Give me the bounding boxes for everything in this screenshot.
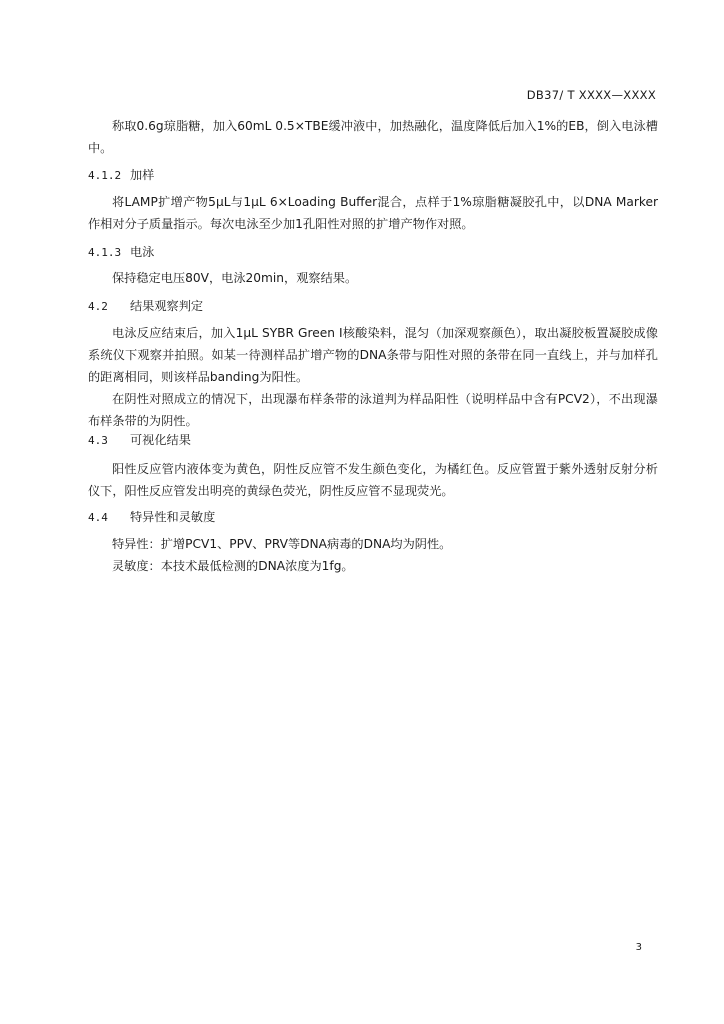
paragraph-sensitivity: 灵敏度：本技术最低检测的DNA浓度为1fg。 (112, 559, 354, 573)
paragraph-specificity: 特异性：扩增PCV1、PPV、PRV等DNA病毒的DNA均为阴性。 (112, 537, 452, 551)
paragraph-result-observation: 电泳反应结束后，加入1μL SYBR Green Ⅰ核酸染料，混匀（加深观察颜色），取出凝胶板置凝胶成像系统仪下观察并拍照。如某一待测样品扩增产物的DNA条带与阳性对照的条带在同一直线上，并与加样孔的距离相同，则该样品banding为阳性。 (88, 326, 658, 384)
heading-title: 电泳 (130, 245, 155, 259)
heading-4-1-3 (88, 243, 154, 260)
heading-4-4 (88, 508, 215, 525)
page-number: 3 (635, 942, 642, 953)
document-code: DB37/ T XXXX—XXXX (526, 88, 656, 102)
paragraph-visualization: 阳性反应管内液体变为黄色，阴性反应管不发生颜色变化，为橘红色。反应管置于紫外透射反射分析仪下，阳性反应管发出明亮的黄绿色荧光，阴性反应管不显现荧光。 (88, 462, 658, 498)
heading-title: 加样 (130, 168, 155, 182)
heading-title: 可视化结果 (130, 433, 191, 447)
heading-number: 4.1.2 (88, 169, 122, 182)
heading-4-1-2 (88, 166, 154, 183)
paragraph-negative-control: 在阴性对照成立的情况下，出现瀑布样条带的泳道判为样品阳性（说明样品中含有PCV2），不出现瀑布样条带的为阴性。 (88, 392, 658, 428)
heading-number: 4.1.3 (88, 246, 122, 259)
heading-number: 4.2 (88, 300, 108, 313)
heading-title: 特异性和灵敏度 (130, 510, 216, 524)
heading-title: 结果观察判定 (130, 299, 204, 313)
heading-number: 4.4 (88, 511, 108, 524)
paragraph-gel-preparation: 称取0.6g琼脂糖，加入60mL 0.5×TBE缓冲液中，加热融化，温度降低后加入1%的EB，倒入电泳槽中。 (88, 119, 658, 155)
heading-4-3 (88, 431, 191, 448)
paragraph-loading: 将LAMP扩增产物5μL与1μL 6×Loading Buffer混合，点样于1%琼脂糖凝胶孔中，以DNA Marker作相对分子质量指示。每次电泳至少加1孔阳性对照的扩增产物作对照。 (88, 195, 658, 231)
paragraph-electrophoresis: 保持稳定电压80V，电泳20min，观察结果。 (112, 271, 358, 285)
heading-number: 4.3 (88, 434, 108, 447)
heading-4-2 (88, 297, 203, 314)
